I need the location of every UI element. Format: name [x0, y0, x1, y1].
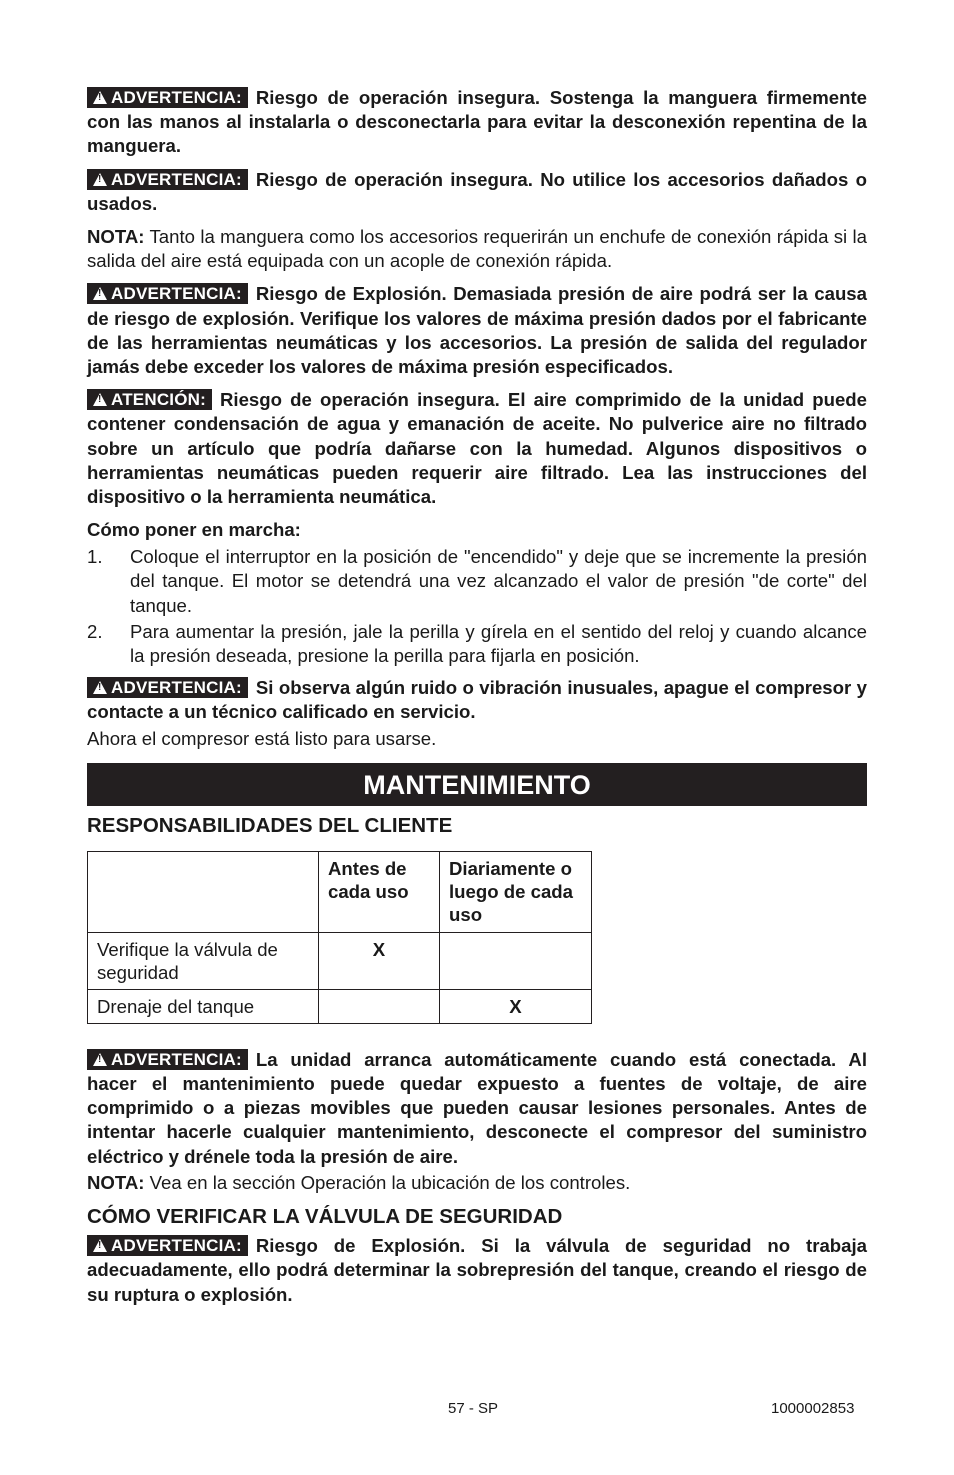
warning-triangle-icon: !	[93, 287, 107, 300]
caution-condensation: ! ATENCIÓN: Riesgo de operación insegura. El aire comprimido de la unidad puede contener condensación de agua y emanación de aceite. No pulverice aire no filtrado sobre un artículo que podría dañarse con la humedad. Algunos dispositivos o herramientas neumáticas pueden requerir aire filtrado. Lea las instrucciones del dispositivo o la herramienta neumática.	[87, 389, 867, 508]
note-label: NOTA:	[87, 1171, 145, 1193]
table-cell-mark	[319, 989, 440, 1023]
advertencia-badge: ! ADVERTENCIA:	[87, 677, 248, 698]
note-quick-connect: NOTA: Tanto la manguera como los accesorios requerirán un enchufe de conexión rápida si la salida del aire está equipada con un acople de conexión rápida.	[87, 226, 867, 272]
warning-triangle-icon: !	[93, 1053, 107, 1066]
warning-triangle-icon: !	[93, 681, 107, 694]
warning-auto-start: ! ADVERTENCIA: La unidad arranca automáticamente cuando está conectada. Al hacer el mantenimiento puede quedar expuesto a fuentes de voltaje, de aire comprimido o a piezas movibles que pueden causar lesiones personales. Antes de intentar hacerle cualquier mantenimiento, desconecte el compresor del suministro eléctrico y drénele toda la presión de aire.	[87, 1048, 867, 1167]
table-cell: Verifique la válvula de seguridad	[88, 932, 319, 989]
list-item: 2. Para aumentar la presión, jale la perilla y gírela en el sentido del reloj y cuando alcance la presión deseada, presione la perilla para fijarla en posición.	[87, 620, 867, 667]
warning-safety-valve: ! ADVERTENCIA: Riesgo de Explosión. Si la válvula de seguridad no trabaja adecuadamente, ello podrá determinar la sobrepresión del tanque, creando el riesgo de su ruptura o explosión.	[87, 1235, 867, 1305]
warning-damaged-accessories: ! ADVERTENCIA: Riesgo de operación insegura. No utilice los accesorios dañados o usados.	[87, 168, 867, 214]
valve-heading: CÓMO VERIFICAR LA VÁLVULA DE SEGURIDAD	[87, 1205, 563, 1229]
advertencia-badge: ! ADVERTENCIA:	[87, 169, 248, 190]
table-header-cell	[88, 851, 319, 932]
table-row	[88, 989, 592, 1023]
advertencia-badge: ! ADVERTENCIA:	[87, 87, 248, 108]
startup-heading: Cómo poner en marcha:	[87, 519, 301, 541]
table-cell: Drenaje del tanque	[88, 989, 319, 1023]
table-cell-mark: X	[440, 989, 592, 1023]
advertencia-badge: ! ADVERTENCIA:	[87, 1235, 248, 1256]
warning-triangle-icon: !	[93, 91, 107, 104]
warning-triangle-icon: !	[93, 1239, 107, 1252]
startup-steps	[87, 545, 867, 668]
note-label: NOTA:	[87, 226, 145, 248]
advertencia-badge: ! ADVERTENCIA:	[87, 283, 248, 304]
ready-text: Ahora el compresor está listo para usarse.	[87, 727, 437, 749]
maintenance-banner: MANTENIMIENTO	[87, 763, 867, 806]
table-header-cell: Diariamente o luego de cada uso	[440, 851, 592, 932]
document-code: 1000002853	[771, 1400, 855, 1417]
warning-noise-vibration: ! ADVERTENCIA: Si observa algún ruido o vibración inusuales, apague el compresor y contacte a un técnico calificado en servicio.	[87, 677, 867, 723]
warning-triangle-icon: !	[93, 173, 107, 186]
table-row	[88, 932, 592, 989]
list-item: 1. Coloque el interruptor en la posición de "encendido" y deje que se incremente la presión del tanque. El motor se detendrá una vez alcanzado el valor de presión "de corte" del tanque.	[87, 546, 867, 616]
atencion-badge: ! ATENCIÓN:	[87, 389, 212, 410]
table-header-cell: Antes de cada uso	[319, 851, 440, 932]
warning-explosion-pressure: ! ADVERTENCIA: Riesgo de Explosión. Demasiada presión de aire podrá ser la causa de riesgo de explosión. Verifique los valores de máxima presión dados por el fabricante de las herramientas neumáticas y los accesorios. La presión de salida del regulador jamás debe exceder los valores de máxima presión especificados.	[87, 283, 867, 378]
responsibilities-table	[87, 851, 592, 1024]
table-header-row	[88, 851, 592, 932]
responsibilities-heading: RESPONSABILIDADES DEL CLIENTE	[87, 813, 453, 837]
manual-page	[87, 86, 867, 1316]
table-cell-mark: X	[319, 932, 440, 989]
page-number: 57 - SP	[448, 1400, 499, 1417]
note-controls: NOTA: Vea en la sección Operación la ubicación de los controles.	[87, 1171, 631, 1193]
warning-triangle-icon: !	[93, 393, 107, 406]
table-cell-mark	[440, 932, 592, 989]
advertencia-badge: ! ADVERTENCIA:	[87, 1049, 248, 1070]
warning-hose-connection: ! ADVERTENCIA: Riesgo de operación insegura. Sostenga la manguera firmemente con las manos al instalarla o desconectarla para evitar la desconexión repentina de la manguera.	[87, 87, 867, 157]
